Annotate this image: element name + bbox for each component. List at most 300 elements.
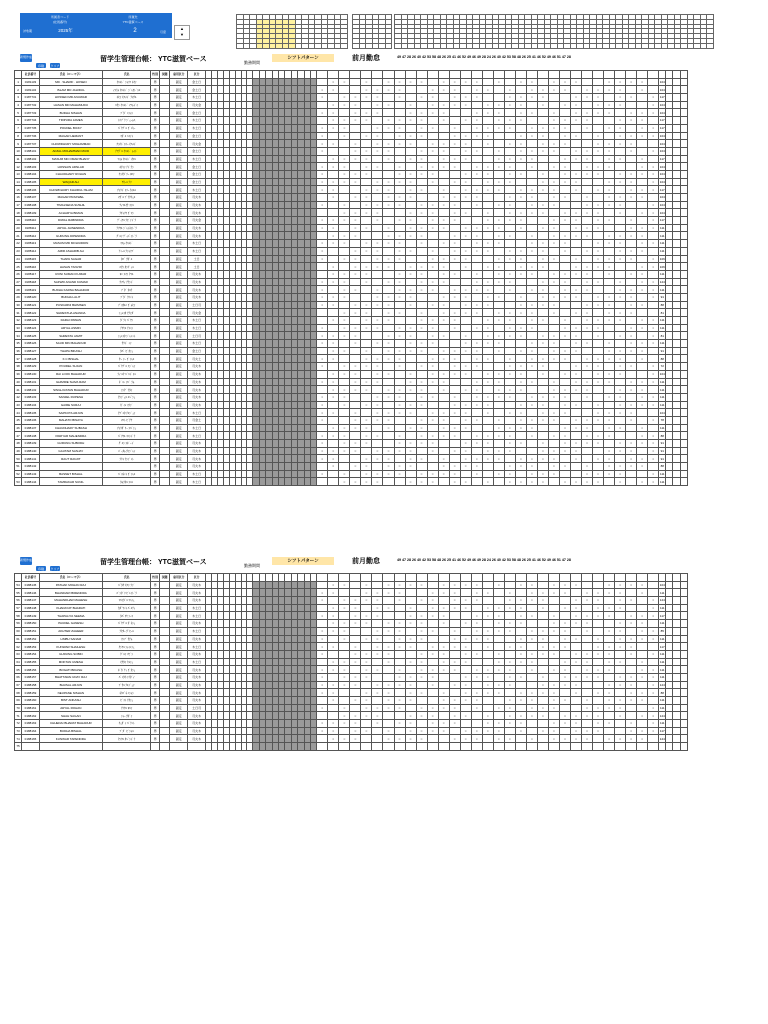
day-cell[interactable]: [383, 209, 394, 217]
day-cell[interactable]: ○: [471, 247, 482, 255]
day-cell[interactable]: ○: [593, 589, 604, 597]
day-cell[interactable]: ○: [339, 424, 350, 432]
day-cell[interactable]: [471, 658, 482, 666]
day-cell[interactable]: ○: [537, 255, 548, 263]
day-cell[interactable]: ○: [571, 309, 582, 317]
day-cell[interactable]: ○: [460, 604, 471, 612]
day-cell[interactable]: [604, 478, 615, 486]
day-cell[interactable]: ○: [637, 109, 648, 117]
day-cell[interactable]: ○: [438, 86, 449, 94]
day-cell[interactable]: ○: [571, 155, 582, 163]
day-cell[interactable]: ○: [383, 101, 394, 109]
day-cell[interactable]: ○: [559, 101, 570, 109]
day-cell[interactable]: [615, 324, 626, 332]
day-cell[interactable]: [350, 355, 361, 363]
day-cell[interactable]: ○: [559, 170, 570, 178]
day-cell[interactable]: ○: [537, 240, 548, 248]
day-cell[interactable]: ○: [504, 247, 515, 255]
day-cell[interactable]: [416, 355, 427, 363]
day-cell[interactable]: ○: [394, 240, 405, 248]
day-cell[interactable]: [361, 681, 372, 689]
day-cell[interactable]: ○: [372, 317, 383, 325]
day-cell[interactable]: ○: [604, 155, 615, 163]
day-cell[interactable]: ○: [438, 432, 449, 440]
day-cell[interactable]: ○: [416, 620, 427, 628]
day-cell[interactable]: ○: [438, 101, 449, 109]
day-cell[interactable]: [537, 270, 548, 278]
day-cell[interactable]: [626, 86, 637, 94]
day-cell[interactable]: [637, 147, 648, 155]
day-cell[interactable]: [648, 589, 659, 597]
day-cell[interactable]: ○: [449, 140, 460, 148]
day-cell[interactable]: [328, 324, 339, 332]
day-cell[interactable]: ○: [515, 455, 526, 463]
day-cell[interactable]: [372, 155, 383, 163]
day-cell[interactable]: ○: [604, 232, 615, 240]
day-cell[interactable]: ○: [317, 124, 328, 132]
day-cell[interactable]: ○: [593, 416, 604, 424]
day-cell[interactable]: ○: [515, 263, 526, 271]
day-cell[interactable]: [416, 217, 427, 225]
day-cell[interactable]: [559, 455, 570, 463]
day-cell[interactable]: ○: [537, 416, 548, 424]
day-cell[interactable]: ○: [615, 232, 626, 240]
day-cell[interactable]: ○: [449, 240, 460, 248]
day-cell[interactable]: ○: [548, 681, 559, 689]
day-cell[interactable]: ○: [648, 224, 659, 232]
day-cell[interactable]: [394, 263, 405, 271]
day-cell[interactable]: ○: [593, 170, 604, 178]
day-cell[interactable]: ○: [482, 689, 493, 697]
day-cell[interactable]: ○: [482, 263, 493, 271]
day-cell[interactable]: [405, 666, 416, 674]
day-cell[interactable]: ○: [383, 470, 394, 478]
day-cell[interactable]: ○: [526, 286, 537, 294]
day-cell[interactable]: ○: [604, 370, 615, 378]
day-cell[interactable]: [604, 440, 615, 448]
table-row[interactable]: [15, 681, 688, 689]
day-cell[interactable]: ○: [482, 286, 493, 294]
day-cell[interactable]: [394, 455, 405, 463]
day-cell[interactable]: ○: [416, 186, 427, 194]
day-cell[interactable]: ○: [604, 86, 615, 94]
table-row[interactable]: [15, 124, 688, 132]
day-cell[interactable]: ○: [526, 424, 537, 432]
day-cell[interactable]: ○: [405, 681, 416, 689]
day-cell[interactable]: [515, 240, 526, 248]
day-cell[interactable]: ○: [504, 217, 515, 225]
day-cell[interactable]: ○: [648, 163, 659, 171]
day-cell[interactable]: ○: [317, 240, 328, 248]
day-cell[interactable]: [526, 224, 537, 232]
day-cell[interactable]: ○: [604, 109, 615, 117]
day-cell[interactable]: [449, 117, 460, 125]
day-cell[interactable]: ○: [361, 309, 372, 317]
day-cell[interactable]: [350, 666, 361, 674]
day-cell[interactable]: ○: [637, 347, 648, 355]
day-cell[interactable]: [637, 409, 648, 417]
day-cell[interactable]: ○: [438, 255, 449, 263]
day-cell[interactable]: [449, 170, 460, 178]
day-cell[interactable]: ○: [648, 416, 659, 424]
day-cell[interactable]: ○: [361, 170, 372, 178]
day-cell[interactable]: [526, 293, 537, 301]
day-cell[interactable]: ○: [559, 447, 570, 455]
day-cell[interactable]: [571, 463, 582, 471]
day-cell[interactable]: [537, 666, 548, 674]
day-cell[interactable]: ○: [438, 293, 449, 301]
day-cell[interactable]: [350, 293, 361, 301]
day-cell[interactable]: ○: [394, 704, 405, 712]
day-cell[interactable]: ○: [383, 194, 394, 202]
day-cell[interactable]: ○: [604, 163, 615, 171]
day-cell[interactable]: ○: [493, 620, 504, 628]
day-cell[interactable]: ○: [427, 109, 438, 117]
day-cell[interactable]: ○: [405, 217, 416, 225]
day-cell[interactable]: ○: [593, 224, 604, 232]
day-cell[interactable]: ○: [460, 117, 471, 125]
day-cell[interactable]: [438, 170, 449, 178]
day-cell[interactable]: ○: [582, 232, 593, 240]
day-cell[interactable]: ○: [548, 463, 559, 471]
day-cell[interactable]: ○: [582, 201, 593, 209]
day-cell[interactable]: [361, 178, 372, 186]
day-cell[interactable]: ○: [427, 666, 438, 674]
day-cell[interactable]: [526, 332, 537, 340]
day-cell[interactable]: ○: [648, 612, 659, 620]
day-cell[interactable]: [350, 124, 361, 132]
day-cell[interactable]: [571, 627, 582, 635]
day-cell[interactable]: ○: [593, 455, 604, 463]
day-cell[interactable]: [604, 286, 615, 294]
day-cell[interactable]: [571, 201, 582, 209]
day-cell[interactable]: ○: [328, 447, 339, 455]
day-cell[interactable]: ○: [460, 363, 471, 371]
day-cell[interactable]: ○: [372, 597, 383, 605]
day-cell[interactable]: ○: [526, 147, 537, 155]
day-cell[interactable]: [593, 393, 604, 401]
day-cell[interactable]: [339, 194, 350, 202]
day-cell[interactable]: [460, 217, 471, 225]
day-cell[interactable]: [427, 194, 438, 202]
day-cell[interactable]: ○: [471, 597, 482, 605]
day-cell[interactable]: [504, 650, 515, 658]
day-cell[interactable]: ○: [626, 109, 637, 117]
table-row[interactable]: [15, 650, 688, 658]
day-cell[interactable]: ○: [493, 604, 504, 612]
day-cell[interactable]: [460, 124, 471, 132]
day-cell[interactable]: [593, 424, 604, 432]
day-cell[interactable]: [449, 147, 460, 155]
day-cell[interactable]: ○: [593, 612, 604, 620]
day-cell[interactable]: ○: [449, 324, 460, 332]
day-cell[interactable]: ○: [449, 201, 460, 209]
day-cell[interactable]: ○: [604, 301, 615, 309]
day-cell[interactable]: ○: [438, 347, 449, 355]
day-cell[interactable]: ○: [471, 324, 482, 332]
day-cell[interactable]: [471, 447, 482, 455]
day-cell[interactable]: ○: [383, 604, 394, 612]
day-cell[interactable]: [526, 178, 537, 186]
table-row[interactable]: [15, 604, 688, 612]
day-cell[interactable]: ○: [339, 170, 350, 178]
day-cell[interactable]: [317, 347, 328, 355]
day-cell[interactable]: ○: [615, 393, 626, 401]
day-cell[interactable]: ○: [593, 689, 604, 697]
day-cell[interactable]: [637, 447, 648, 455]
day-cell[interactable]: ○: [339, 332, 350, 340]
day-cell[interactable]: ○: [394, 363, 405, 371]
day-cell[interactable]: [438, 401, 449, 409]
day-cell[interactable]: ○: [504, 86, 515, 94]
day-cell[interactable]: ○: [416, 232, 427, 240]
day-cell[interactable]: [427, 117, 438, 125]
day-cell[interactable]: ○: [626, 597, 637, 605]
table-row[interactable]: [15, 324, 688, 332]
day-cell[interactable]: [372, 170, 383, 178]
day-cell[interactable]: ○: [615, 317, 626, 325]
day-cell[interactable]: ○: [372, 478, 383, 486]
day-cell[interactable]: ○: [482, 332, 493, 340]
day-cell[interactable]: [593, 620, 604, 628]
day-cell[interactable]: ○: [493, 78, 504, 86]
day-cell[interactable]: [504, 401, 515, 409]
day-cell[interactable]: ○: [482, 163, 493, 171]
day-cell[interactable]: ○: [372, 612, 383, 620]
day-cell[interactable]: [482, 363, 493, 371]
day-cell[interactable]: ○: [460, 689, 471, 697]
day-cell[interactable]: ○: [339, 270, 350, 278]
day-cell[interactable]: [372, 424, 383, 432]
day-cell[interactable]: ○: [648, 94, 659, 102]
day-cell[interactable]: ○: [449, 597, 460, 605]
day-cell[interactable]: ○: [438, 163, 449, 171]
day-cell[interactable]: ○: [537, 86, 548, 94]
day-cell[interactable]: ○: [493, 689, 504, 697]
day-cell[interactable]: ○: [615, 604, 626, 612]
day-cell[interactable]: ○: [593, 666, 604, 674]
day-cell[interactable]: ○: [438, 658, 449, 666]
day-cell[interactable]: ○: [394, 247, 405, 255]
day-cell[interactable]: ○: [460, 370, 471, 378]
day-cell[interactable]: [361, 393, 372, 401]
day-cell[interactable]: ○: [372, 432, 383, 440]
day-cell[interactable]: ○: [449, 293, 460, 301]
day-cell[interactable]: [361, 332, 372, 340]
day-cell[interactable]: ○: [317, 147, 328, 155]
day-cell[interactable]: ○: [405, 232, 416, 240]
day-cell[interactable]: ○: [637, 324, 648, 332]
day-cell[interactable]: ○: [515, 409, 526, 417]
day-cell[interactable]: ○: [537, 370, 548, 378]
day-cell[interactable]: ○: [626, 94, 637, 102]
day-cell[interactable]: ○: [350, 416, 361, 424]
day-cell[interactable]: [317, 658, 328, 666]
day-cell[interactable]: [427, 293, 438, 301]
day-cell[interactable]: [449, 263, 460, 271]
day-cell[interactable]: ○: [559, 697, 570, 705]
day-cell[interactable]: ○: [593, 147, 604, 155]
day-cell[interactable]: ○: [460, 178, 471, 186]
day-cell[interactable]: ○: [383, 463, 394, 471]
day-cell[interactable]: [504, 109, 515, 117]
day-cell[interactable]: ○: [604, 240, 615, 248]
day-cell[interactable]: [626, 263, 637, 271]
day-cell[interactable]: [648, 463, 659, 471]
day-cell[interactable]: [559, 597, 570, 605]
day-cell[interactable]: [438, 324, 449, 332]
day-cell[interactable]: ○: [416, 650, 427, 658]
day-cell[interactable]: ○: [405, 140, 416, 148]
day-cell[interactable]: ○: [559, 463, 570, 471]
day-cell[interactable]: ○: [593, 650, 604, 658]
day-cell[interactable]: [350, 240, 361, 248]
day-cell[interactable]: ○: [339, 155, 350, 163]
day-cell[interactable]: ○: [372, 132, 383, 140]
day-cell[interactable]: ○: [582, 470, 593, 478]
day-cell[interactable]: ○: [383, 340, 394, 348]
day-cell[interactable]: ○: [405, 347, 416, 355]
day-cell[interactable]: [328, 597, 339, 605]
day-cell[interactable]: [493, 440, 504, 448]
day-cell[interactable]: ○: [548, 386, 559, 394]
day-cell[interactable]: ○: [604, 124, 615, 132]
day-cell[interactable]: ○: [482, 209, 493, 217]
day-cell[interactable]: ○: [637, 155, 648, 163]
day-cell[interactable]: [416, 194, 427, 202]
day-cell[interactable]: ○: [328, 240, 339, 248]
day-cell[interactable]: ○: [537, 132, 548, 140]
day-cell[interactable]: ○: [504, 209, 515, 217]
day-cell[interactable]: ○: [571, 78, 582, 86]
table-row[interactable]: [15, 363, 688, 371]
day-cell[interactable]: ○: [615, 424, 626, 432]
day-cell[interactable]: [383, 378, 394, 386]
day-cell[interactable]: [593, 697, 604, 705]
day-cell[interactable]: ○: [571, 447, 582, 455]
day-cell[interactable]: [317, 232, 328, 240]
day-cell[interactable]: ○: [471, 612, 482, 620]
day-cell[interactable]: ○: [504, 140, 515, 148]
day-cell[interactable]: ○: [471, 697, 482, 705]
day-cell[interactable]: ○: [317, 163, 328, 171]
day-cell[interactable]: [317, 263, 328, 271]
day-cell[interactable]: ○: [504, 697, 515, 705]
day-cell[interactable]: [526, 409, 537, 417]
day-cell[interactable]: ○: [482, 293, 493, 301]
day-cell[interactable]: ○: [571, 386, 582, 394]
day-cell[interactable]: ○: [593, 132, 604, 140]
day-cell[interactable]: ○: [361, 597, 372, 605]
day-cell[interactable]: ○: [394, 170, 405, 178]
day-cell[interactable]: [482, 94, 493, 102]
day-cell[interactable]: ○: [559, 194, 570, 202]
day-cell[interactable]: [482, 147, 493, 155]
day-cell[interactable]: ○: [383, 232, 394, 240]
day-cell[interactable]: ○: [361, 324, 372, 332]
day-cell[interactable]: ○: [471, 278, 482, 286]
day-cell[interactable]: [582, 217, 593, 225]
day-cell[interactable]: ○: [615, 355, 626, 363]
day-cell[interactable]: ○: [350, 309, 361, 317]
day-cell[interactable]: [571, 666, 582, 674]
day-cell[interactable]: [582, 140, 593, 148]
day-cell[interactable]: ○: [604, 650, 615, 658]
day-cell[interactable]: [416, 409, 427, 417]
day-cell[interactable]: [626, 627, 637, 635]
day-cell[interactable]: [615, 263, 626, 271]
day-cell[interactable]: ○: [537, 401, 548, 409]
day-cell[interactable]: ○: [405, 132, 416, 140]
day-cell[interactable]: ○: [493, 232, 504, 240]
day-cell[interactable]: ○: [615, 140, 626, 148]
day-cell[interactable]: ○: [615, 194, 626, 202]
day-cell[interactable]: ○: [648, 604, 659, 612]
day-cell[interactable]: [460, 86, 471, 94]
day-cell[interactable]: ○: [328, 278, 339, 286]
day-cell[interactable]: ○: [449, 155, 460, 163]
day-cell[interactable]: [361, 124, 372, 132]
day-cell[interactable]: [471, 293, 482, 301]
day-cell[interactable]: ○: [482, 401, 493, 409]
day-cell[interactable]: ○: [648, 209, 659, 217]
day-cell[interactable]: ○: [405, 263, 416, 271]
day-cell[interactable]: ○: [548, 140, 559, 148]
day-cell[interactable]: ○: [593, 217, 604, 225]
day-cell[interactable]: [526, 170, 537, 178]
day-cell[interactable]: [361, 293, 372, 301]
day-cell[interactable]: ○: [471, 470, 482, 478]
day-cell[interactable]: ○: [637, 286, 648, 294]
day-cell[interactable]: [405, 124, 416, 132]
day-cell[interactable]: ○: [416, 455, 427, 463]
day-cell[interactable]: ○: [416, 94, 427, 102]
day-cell[interactable]: [593, 627, 604, 635]
day-cell[interactable]: [582, 689, 593, 697]
day-cell[interactable]: [339, 697, 350, 705]
day-cell[interactable]: ○: [626, 401, 637, 409]
day-cell[interactable]: ○: [372, 147, 383, 155]
day-cell[interactable]: ○: [361, 673, 372, 681]
day-cell[interactable]: [593, 178, 604, 186]
day-cell[interactable]: ○: [460, 186, 471, 194]
day-cell[interactable]: ○: [559, 604, 570, 612]
day-cell[interactable]: ○: [515, 332, 526, 340]
day-cell[interactable]: ○: [339, 620, 350, 628]
day-cell[interactable]: ○: [471, 124, 482, 132]
day-cell[interactable]: ○: [460, 597, 471, 605]
day-cell[interactable]: [515, 447, 526, 455]
day-cell[interactable]: ○: [394, 581, 405, 589]
day-cell[interactable]: [515, 355, 526, 363]
day-cell[interactable]: [537, 117, 548, 125]
day-cell[interactable]: ○: [350, 178, 361, 186]
day-cell[interactable]: ○: [493, 293, 504, 301]
day-cell[interactable]: ○: [637, 627, 648, 635]
day-cell[interactable]: ○: [350, 681, 361, 689]
day-cell[interactable]: ○: [493, 650, 504, 658]
day-cell[interactable]: [339, 247, 350, 255]
day-cell[interactable]: ○: [350, 270, 361, 278]
day-cell[interactable]: ○: [604, 140, 615, 148]
day-cell[interactable]: ○: [559, 643, 570, 651]
day-cell[interactable]: ○: [504, 309, 515, 317]
day-cell[interactable]: [317, 370, 328, 378]
day-cell[interactable]: [504, 347, 515, 355]
day-cell[interactable]: ○: [471, 347, 482, 355]
day-cell[interactable]: ○: [416, 286, 427, 294]
day-cell[interactable]: ○: [427, 370, 438, 378]
